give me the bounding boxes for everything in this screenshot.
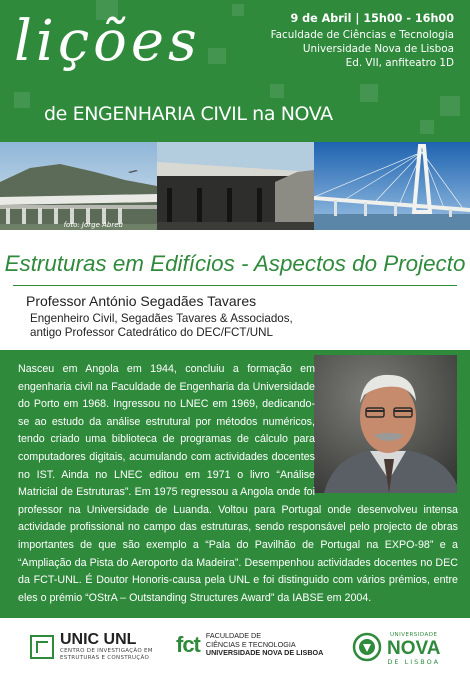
talk-title: Estruturas em Edifícios - Aspectos do Projecto bbox=[4, 251, 466, 276]
unic-title: UNIC UNL bbox=[60, 631, 137, 648]
decor-square bbox=[208, 48, 226, 64]
unic-mark-icon bbox=[30, 635, 54, 659]
fct-line: FACULDADE DE bbox=[205, 631, 262, 641]
nova-seal-icon bbox=[352, 632, 382, 666]
speaker-name: Professor António Segadães Tavares bbox=[26, 293, 257, 309]
decor-square bbox=[420, 120, 434, 134]
fct-logo bbox=[176, 632, 323, 658]
unic-subtitle: ESTRUTURAS E CONSTRUÇÃO bbox=[60, 655, 150, 661]
title-divider bbox=[13, 285, 457, 286]
unic-unl-logo bbox=[30, 632, 153, 662]
bio-paragraph: Nasceu em Angola em 1944, concluiu a formação em engenharia civil na Faculdade de Engenharia da Universidade do Porto em 1968. Ingressou no LNEC em 1969, dedicando-se ao estudo da análise estrutural por métodos numéricos, tendo criado uma biblioteca de programas de cálculo para computadores digitais, acumulando com actividades docentes no IST. Ainda no LNEC editou em 1971 o livro “Análise Matricial de Estruturas”. Em 1975 regressou a Angola onde foi professor na Universidade de Luanda. Voltou para Portugal onde desenvolveu intensa actividade profissional no campo das estruturas, sendo responsável pelo projecto de obras importantes de que são exemplo a “Pala do Pavilhão de Portugal na EXPO-98” e a “Ampliação da Pista do Aeroporto da Madeira”. Desempenhou actividades docentes no DEC da FCT-UNL. É Doutor Honoris-causa pela UNL e foi distinguido com vários prémios, entre eles o prémio “OStrA – Outstanding Structures Award” da IABSE em 2004. bbox=[18, 363, 458, 604]
nova-title: NOVA bbox=[387, 638, 441, 659]
venue-university: Universidade Nova de Lisboa bbox=[302, 43, 454, 55]
photo-strip bbox=[0, 142, 470, 230]
event-info bbox=[271, 12, 454, 70]
fct-line: UNIVERSIDADE NOVA DE LISBOA bbox=[205, 648, 324, 658]
decor-square bbox=[270, 84, 284, 98]
series-logo-subtitle: de ENGENHARIA CIVIL na NOVA bbox=[44, 103, 333, 125]
photo-credit: foto: Jorge Abreu bbox=[63, 221, 123, 229]
decor-square bbox=[14, 92, 30, 108]
fct-line: CIÊNCIAS E TECNOLOGIA bbox=[205, 639, 296, 649]
portrait-spacer bbox=[321, 354, 464, 492]
fct-text bbox=[206, 632, 323, 658]
speaker-bio-panel bbox=[0, 350, 470, 618]
photo-expo-pavilion bbox=[157, 142, 314, 230]
series-logo: lições bbox=[14, 9, 201, 74]
event-date-time: 9 de Abril | 15h00 - 16h00 bbox=[290, 12, 454, 25]
photo-vasco-da-gama-bridge bbox=[314, 142, 470, 230]
venue-room: Ed. VII, anfiteatro 1D bbox=[345, 57, 454, 69]
speaker-role-line: antigo Professor Catedrático do DEC/FCT/UNL bbox=[30, 326, 273, 339]
photo-airport-runway bbox=[0, 142, 157, 230]
fct-mark-icon: fct bbox=[176, 632, 200, 657]
nova-lisboa-logo bbox=[352, 632, 440, 666]
nova-lisboa-text: DE LISBOA bbox=[387, 658, 441, 666]
venue-faculty: Faculdade de Ciências e Tecnologia bbox=[270, 29, 454, 41]
speaker-role bbox=[30, 312, 293, 340]
decor-square bbox=[440, 96, 460, 116]
decor-square bbox=[232, 4, 244, 16]
decor-square bbox=[360, 84, 378, 102]
speaker-role-line: Engenheiro Civil, Segadães Tavares & Associados, bbox=[30, 312, 293, 325]
nova-small-text: UNIVERSIDADE bbox=[389, 632, 438, 638]
footer-logos bbox=[0, 618, 470, 677]
header-banner bbox=[0, 0, 470, 142]
unic-subtitle: CENTRO DE INVESTIGAÇÃO EM bbox=[60, 648, 153, 654]
speaker-bio-text bbox=[18, 361, 458, 607]
